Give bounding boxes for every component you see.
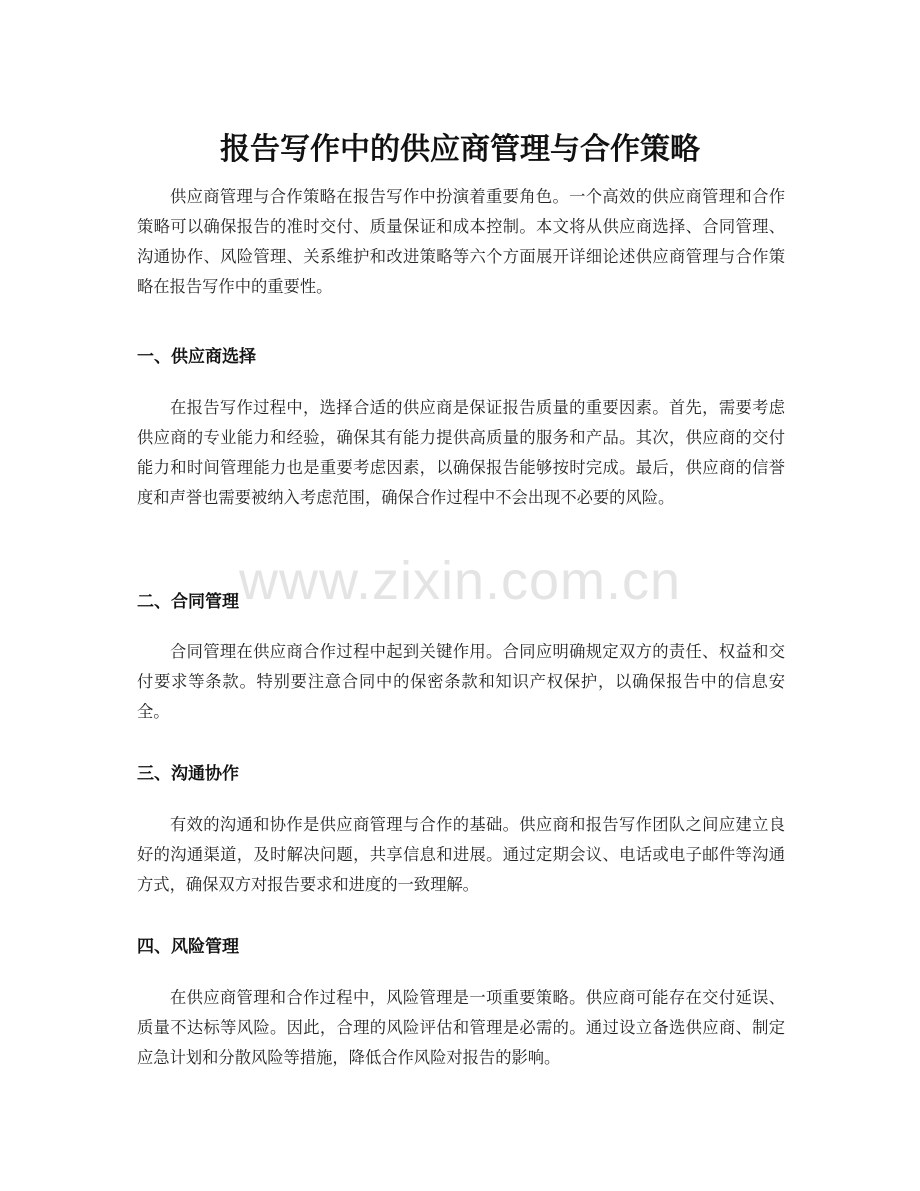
document-title: 报告写作中的供应商管理与合作策略 [220, 132, 700, 168]
section-body-supplier-selection: 在报告写作过程中，选择合适的供应商是保证报告质量的重要因素。首先，需要考虑供应商的专业能力和经验，确保其有能力提供高质量的服务和产品。其次，供应商的交付能力和时间管理能力也是重要考虑因素，以确保报告能够按时完成。最后，供应商的信誉度和声誉也需要被纳入考虑范围，确保合作过程中不会出现不必要的风险。 [137, 398, 785, 507]
intro-paragraph: 供应商管理与合作策略在报告写作中扮演着重要角色。一个高效的供应商管理和合作策略可以确保报告的准时交付、质量保证和成本控制。本文将从供应商选择、合同管理、沟通协作、风险管理、关系维护和改进策略等六个方面展开详细论述供应商管理与合作策略在报告写作中的重要性。 [137, 187, 785, 296]
section-heading-contract-management: 二、合同管理 [137, 592, 239, 612]
section-body-contract-management: 合同管理在供应商合作过程中起到关键作用。合同应明确规定双方的责任、权益和交付要求等条款。特别要注意合同中的保密条款和知识产权保护，以确保报告中的信息安全。 [137, 642, 785, 721]
section-heading-risk-management: 四、风险管理 [137, 937, 239, 957]
section-body-communication: 有效的沟通和协作是供应商管理与合作的基础。供应商和报告写作团队之间应建立良好的沟通渠道，及时解决问题，共享信息和进展。通过定期会议、电话或电子邮件等沟通方式，确保双方对报告要求和进度的一致理解。 [137, 815, 785, 894]
section-heading-supplier-selection: 一、供应商选择 [137, 347, 256, 367]
section-body-risk-management: 在供应商管理和合作过程中，风险管理是一项重要策略。供应商可能存在交付延误、质量不达标等风险。因此，合理的风险评估和管理是必需的。通过设立备选供应商、制定应急计划和分散风险等措施，降低合作风险对报告的影响。 [137, 988, 785, 1067]
section-heading-communication: 三、沟通协作 [137, 764, 239, 784]
watermark: www.zixin.com.cn [238, 551, 682, 611]
